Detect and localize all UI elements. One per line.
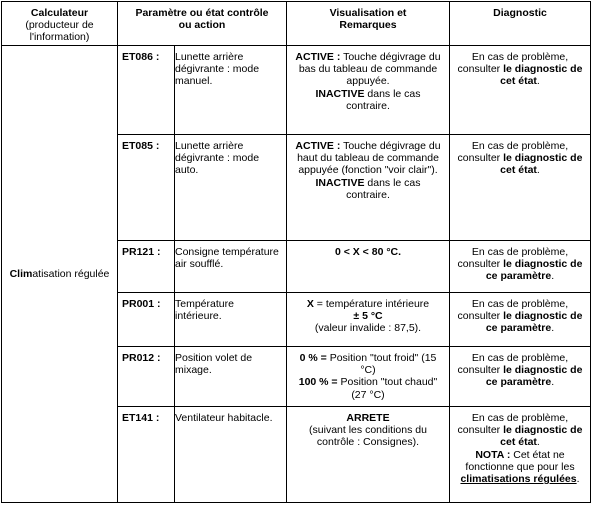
row-diagnostic: En cas de problème, consulter le diagnostic de cet état.	[450, 135, 591, 241]
row-code: PR001 :	[118, 293, 175, 347]
header-calculateur-sub: (producteur de l'information)	[25, 19, 94, 44]
row-visualisation: ARRETE (suivant les conditions du contrôle : Consignes).	[287, 407, 450, 503]
row-visualisation: ACTIVE : Touche dégivrage du haut du tableau de commande appuyée (fonction "voir clair"). INACTIVE dans le cas contraire.	[287, 135, 450, 241]
row-code: PR012 :	[118, 347, 175, 407]
row-description: Lunette arrière dégivrante : mode manuel.	[175, 46, 287, 135]
row-description: Position volet de mixage.	[175, 347, 287, 407]
note-link[interactable]: climatisations régulées	[460, 473, 577, 486]
row-diagnostic: En cas de problème, consulter le diagnostic de ce paramètre.	[450, 347, 591, 407]
diagnostic-link[interactable]: le diagnostic de cet état	[500, 424, 583, 449]
diagnostic-link[interactable]: le diagnostic de ce paramètre	[485, 310, 583, 335]
table-header-row	[2, 2, 591, 46]
header-visualisation	[287, 2, 450, 46]
row-description: Ventilateur habitacle.	[175, 407, 287, 503]
header-diagnostic-title: Diagnostic	[493, 7, 547, 19]
diagnostic-table	[1, 1, 591, 503]
header-parametre	[118, 2, 287, 46]
note-label: NOTA :	[475, 448, 511, 461]
diagnostic-link[interactable]: le diagnostic de ce paramètre	[485, 258, 583, 283]
row-code: PR121 :	[118, 241, 175, 293]
row-description: Consigne température air soufflé.	[175, 241, 287, 293]
table-row	[2, 46, 591, 135]
row-diagnostic: En cas de problème, consulter le diagnostic de ce paramètre.	[450, 241, 591, 293]
diagnostic-link[interactable]: le diagnostic de ce paramètre	[485, 364, 583, 389]
diagnostic-link[interactable]: le diagnostic de cet état	[500, 63, 583, 88]
row-visualisation: 0 % = Position "tout froid" (15 °C) 100 % = Position "tout chaud" (27 °C)	[287, 347, 450, 407]
row-visualisation: ACTIVE : Touche dégivrage du bas du tableau de commande appuyée. INACTIVE dans le cas contraire.	[287, 46, 450, 135]
row-description: Lunette arrière dégivrante : mode auto.	[175, 135, 287, 241]
header-visualisation-title: Visualisation et Remarques	[329, 7, 407, 32]
header-parametre-title: Paramètre ou état contrôle ou action	[135, 7, 269, 32]
row-description: Température intérieure.	[175, 293, 287, 347]
row-visualisation: 0 < X < 80 °C.	[287, 241, 450, 293]
row-code: ET141 :	[118, 407, 175, 503]
row-diagnostic: En cas de problème, consulter le diagnostic de cet état. NOTA : Cet état ne fonctionne que pour les climatisations régulées.	[450, 407, 591, 503]
header-diagnostic	[450, 2, 591, 46]
row-code: ET085 :	[118, 135, 175, 241]
row-visualisation: X = température intérieure ± 5 °C (valeur invalide : 87,5).	[287, 293, 450, 347]
row-diagnostic: En cas de problème, consulter le diagnostic de cet état.	[450, 46, 591, 135]
row-code: ET086 :	[118, 46, 175, 135]
header-calculateur	[2, 2, 118, 46]
calculator-name-bold: Clim	[9, 267, 33, 280]
calculator-name-rest: atisation régulée	[32, 267, 110, 280]
header-calculateur-title: Calculateur	[30, 7, 89, 19]
calculator-cell	[2, 46, 118, 503]
diagnostic-link[interactable]: le diagnostic de cet état	[500, 152, 583, 177]
row-diagnostic: En cas de problème, consulter le diagnostic de ce paramètre.	[450, 293, 591, 347]
